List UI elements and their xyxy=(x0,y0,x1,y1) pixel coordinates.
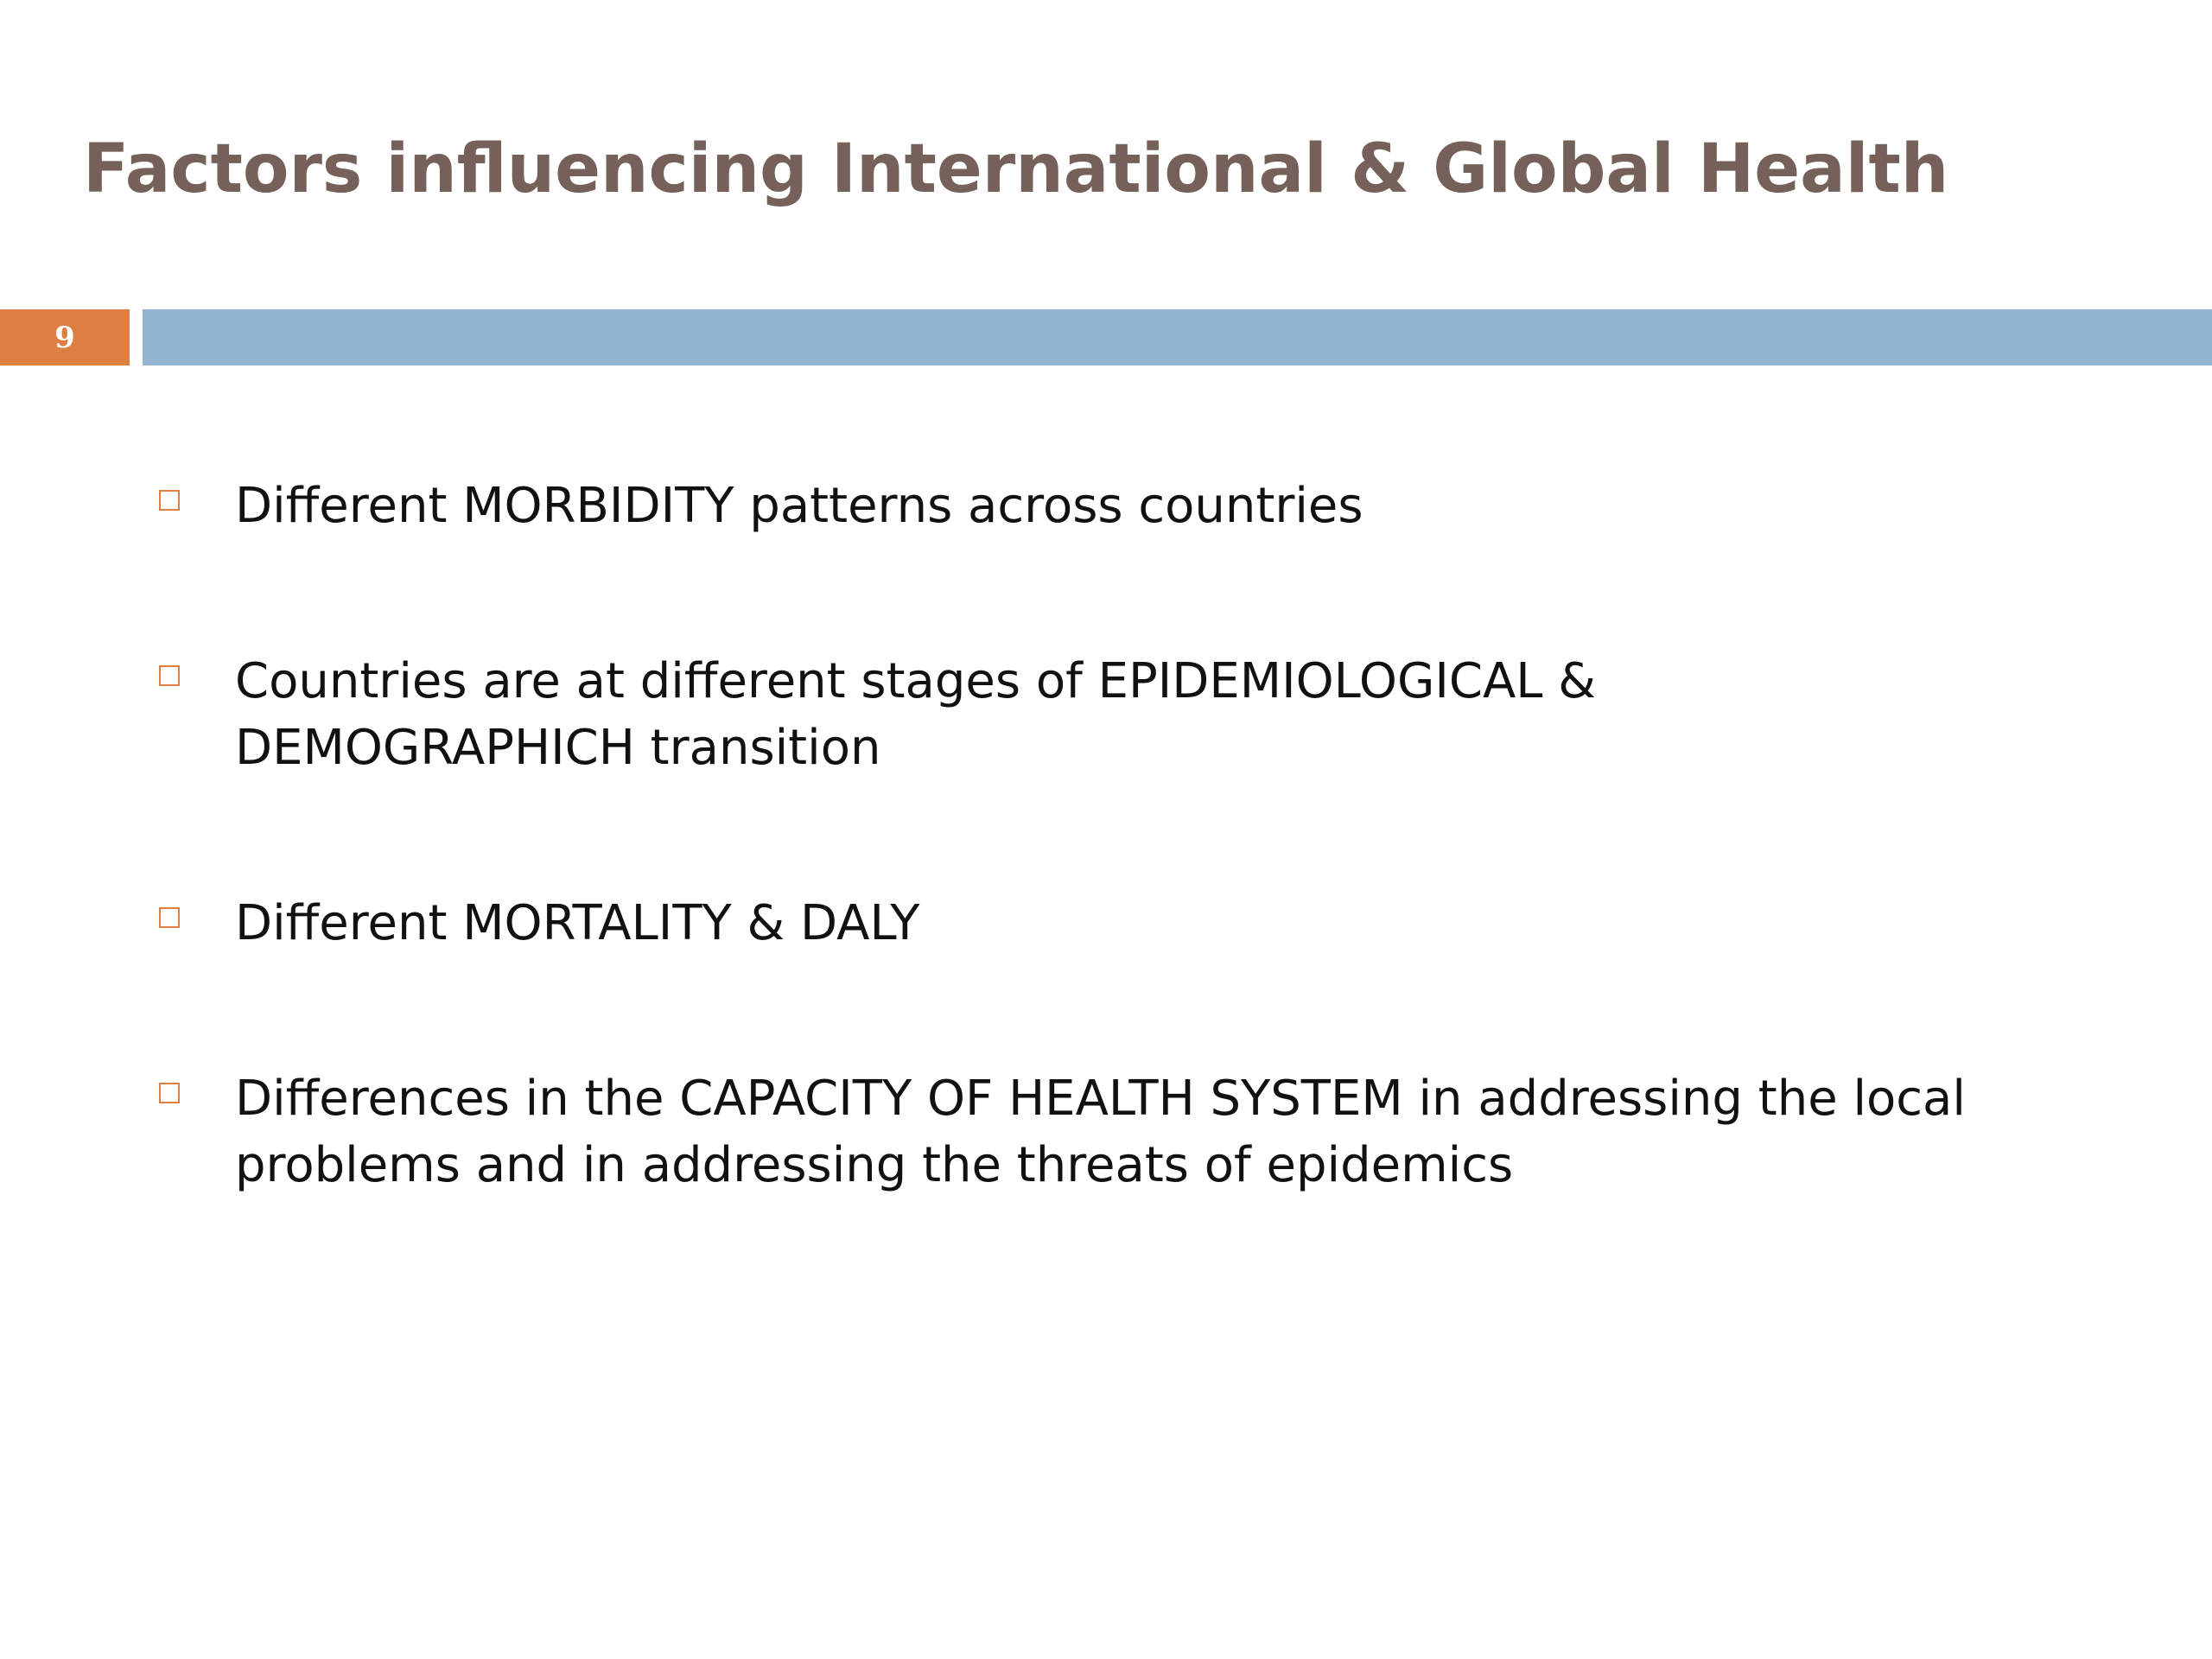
bullet-text: Countries are at different stages of EPIDEMIOLOGICAL & DEMOGRAPHICH transition xyxy=(235,653,1596,776)
bullet-text: Different MORBIDITY patterns across countries xyxy=(235,478,1363,534)
hollow-square-bullet-icon xyxy=(159,1083,180,1103)
slide-title: Factors influencing International & Global Health xyxy=(83,130,1949,208)
hollow-square-bullet-icon xyxy=(159,490,180,511)
bullet-text: Different MORTALITY & DALY xyxy=(235,895,920,951)
slide-number: 9 xyxy=(54,320,75,355)
hollow-square-bullet-icon xyxy=(159,665,180,686)
bullet-text: Differences in the CAPACITY OF HEALTH SYSTEM in addressing the local problems and in addressing the threats of epidemics xyxy=(235,1071,1966,1193)
hollow-square-bullet-icon xyxy=(159,907,180,928)
